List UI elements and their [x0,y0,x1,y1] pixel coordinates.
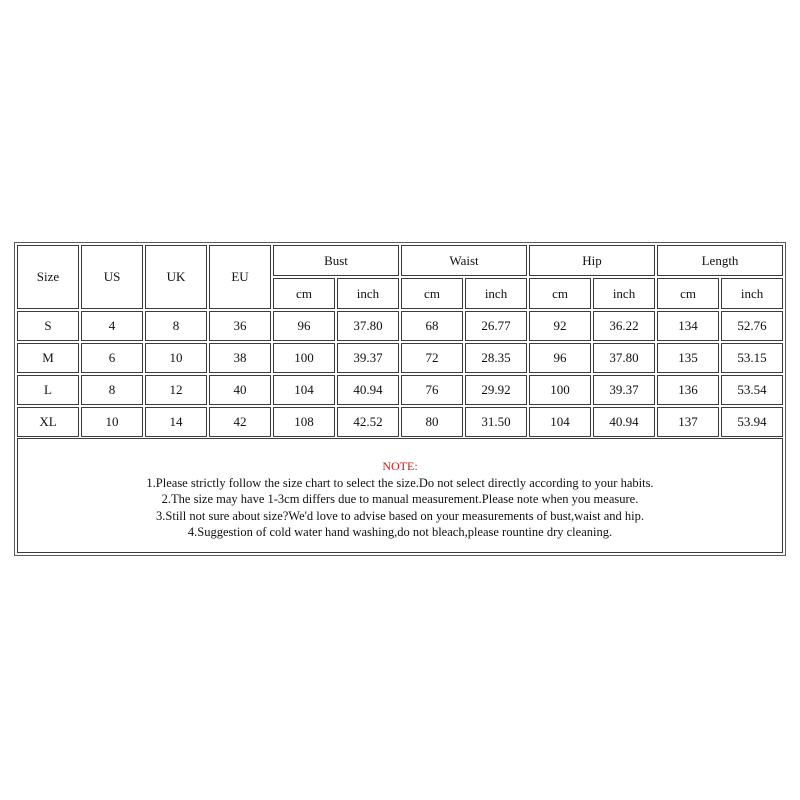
unit-cell: cm [401,278,463,309]
table-row [17,407,783,437]
table-cell: 12 [145,375,207,405]
unit-cell: inch [337,278,399,309]
note-line: 2.The size may have 1-3cm differs due to manual measurement.Please note when you measure. [161,492,639,506]
table-cell: 135 [657,343,719,373]
table-cell: 42 [209,407,271,437]
note-line: 3.Still not sure about size?We'd love to advise based on your measurements of bust,waist and hip. [156,508,644,523]
table-cell: 8 [81,375,143,405]
table-cell: 39.37 [337,343,399,373]
note-line: 4.Suggestion of cold water hand washing,do not bleach,please rountine dry cleaning. [187,525,613,539]
table-cell: 53.15 [721,343,783,373]
note-box [17,438,783,553]
table-cell: 104 [529,407,591,437]
table-cell: 4 [81,311,143,341]
table-cell: 36.22 [593,311,655,341]
header-eu: EU [209,245,271,309]
table-cell: 134 [657,311,719,341]
unit-cell: inch [721,278,783,309]
table-cell: M [17,343,79,373]
table-cell: 37.80 [337,311,399,341]
header-size: Size [17,245,79,309]
table-cell: 53.94 [721,407,783,437]
table-cell: 92 [529,311,591,341]
table-cell: 31.50 [465,407,527,437]
size-chart [14,242,786,556]
size-table [15,243,785,439]
unit-cell: inch [465,278,527,309]
unit-cell: cm [529,278,591,309]
table-cell: 29.92 [465,375,527,405]
table-cell: 37.80 [593,343,655,373]
table-cell: 36 [209,311,271,341]
table-cell: XL [17,407,79,437]
table-cell: 26.77 [465,311,527,341]
table-cell: 100 [529,375,591,405]
table-row [17,343,783,373]
table-cell: 136 [657,375,719,405]
table-cell: 52.76 [721,311,783,341]
header-bust: Bust [273,245,399,276]
table-cell: 100 [273,343,335,373]
table-cell: 40 [209,375,271,405]
note-title: NOTE: [382,459,418,473]
header-length: Length [657,245,783,276]
table-cell: L [17,375,79,405]
table-cell: 53.54 [721,375,783,405]
table-cell: 10 [81,407,143,437]
table-cell: 76 [401,375,463,405]
table-cell: 39.37 [593,375,655,405]
table-cell: 80 [401,407,463,437]
unit-cell: cm [657,278,719,309]
table-cell: S [17,311,79,341]
unit-cell: inch [593,278,655,309]
table-cell: 28.35 [465,343,527,373]
table-header-row [17,245,783,276]
table-cell: 40.94 [337,375,399,405]
table-cell: 42.52 [337,407,399,437]
table-row [17,375,783,405]
table-cell: 6 [81,343,143,373]
table-cell: 38 [209,343,271,373]
table-cell: 72 [401,343,463,373]
table-cell: 68 [401,311,463,341]
header-uk: UK [145,245,207,309]
unit-cell: cm [273,278,335,309]
table-cell: 8 [145,311,207,341]
table-cell: 40.94 [593,407,655,437]
table-cell: 10 [145,343,207,373]
table-cell: 96 [273,311,335,341]
table-cell: 137 [657,407,719,437]
header-waist: Waist [401,245,527,276]
table-cell: 14 [145,407,207,437]
header-us: US [81,245,143,309]
table-cell: 96 [529,343,591,373]
table-cell: 108 [273,407,335,437]
table-row [17,311,783,341]
note-line: 1.Please strictly follow the size chart to select the size.Do not select directly according to your habits. [146,475,654,490]
table-cell: 104 [273,375,335,405]
header-hip: Hip [529,245,655,276]
